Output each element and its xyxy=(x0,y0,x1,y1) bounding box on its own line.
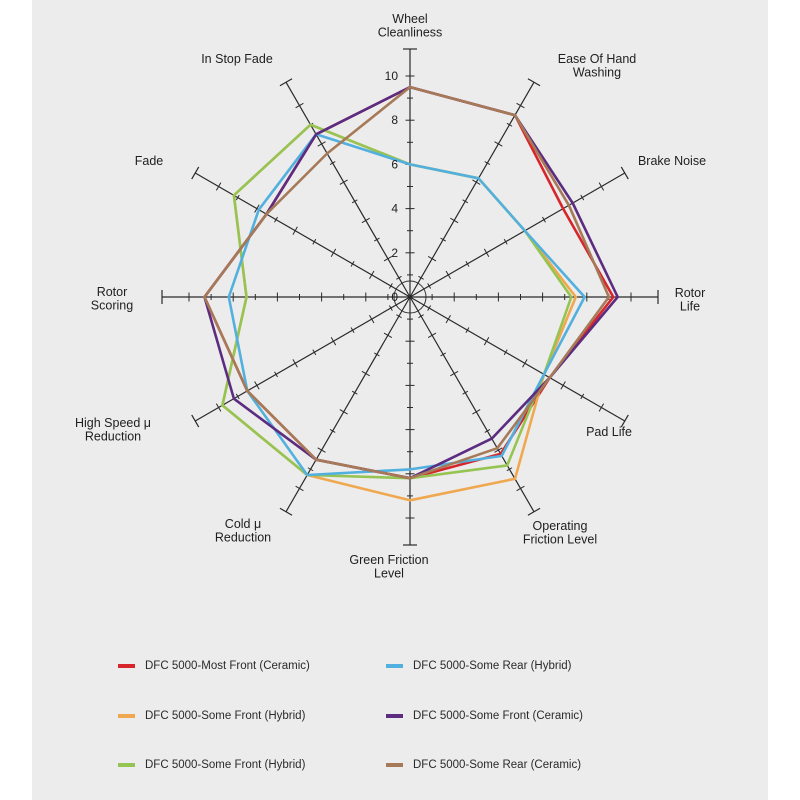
axis-tick xyxy=(331,337,336,345)
axis-end-cap xyxy=(192,167,199,179)
axis-label: Reduction xyxy=(84,429,142,444)
axis-tick xyxy=(484,249,489,257)
axis-tick xyxy=(216,404,221,412)
axis-tick xyxy=(318,448,326,453)
axis-tick xyxy=(428,256,436,261)
axis-tick xyxy=(293,227,298,235)
series-line xyxy=(205,87,609,478)
legend-label: DFC 5000-Some Front (Hybrid) xyxy=(145,759,306,771)
axis-line xyxy=(410,297,625,421)
legend-swatch xyxy=(386,664,403,668)
axis-end-cap xyxy=(528,79,540,86)
legend-label: DFC 5000-Most Front (Ceramic) xyxy=(145,660,310,672)
legend-item xyxy=(386,755,581,775)
axis-line xyxy=(195,173,410,297)
axis-tick xyxy=(340,410,348,415)
axis-tick xyxy=(484,337,489,345)
axis-label: Fade xyxy=(134,154,164,168)
axis-tick xyxy=(369,315,374,323)
legend-item xyxy=(118,755,305,775)
legend-item xyxy=(118,706,305,726)
legend-label: DFC 5000-Some Front (Ceramic) xyxy=(413,710,583,722)
axis-label: Operating xyxy=(532,519,588,533)
axis-tick xyxy=(450,218,458,223)
axis-label: High Speed μ xyxy=(74,416,152,430)
axis-end-cap xyxy=(280,508,292,515)
axis-tick xyxy=(599,404,604,412)
axis-tick xyxy=(561,382,566,390)
axis-tick xyxy=(293,359,298,367)
legend-label: DFC 5000-Some Front (Hybrid) xyxy=(145,710,306,722)
legend-swatch xyxy=(386,763,403,767)
legend-item xyxy=(386,706,583,726)
axis-tick xyxy=(216,183,221,191)
axis-end-cap xyxy=(621,167,628,179)
tick-label: 10 xyxy=(384,69,398,83)
axis-label: Life xyxy=(679,299,701,314)
axis-tick xyxy=(369,271,374,279)
axis-label: Brake Noise xyxy=(637,154,707,168)
axis-tick xyxy=(495,142,503,147)
axis-end-cap xyxy=(280,79,292,86)
axis-label: Reduction xyxy=(214,530,272,545)
series-line xyxy=(205,87,614,478)
axis-tick xyxy=(446,315,451,323)
axis-end-cap xyxy=(528,508,540,515)
axis-tick xyxy=(331,249,336,257)
tick-label: 0 xyxy=(391,290,398,304)
axis-tick xyxy=(472,410,480,415)
axis-label: Rotor xyxy=(96,285,128,299)
axis-tick xyxy=(340,180,348,185)
tick-label: 4 xyxy=(391,201,398,216)
tick-label: 2 xyxy=(391,245,398,260)
axis-label: Friction Level xyxy=(522,532,598,547)
axis-tick xyxy=(450,371,458,376)
axis-tick xyxy=(517,486,525,491)
legend-label: DFC 5000-Some Rear (Ceramic) xyxy=(413,759,582,771)
chart-legend xyxy=(118,652,678,782)
axis-tick xyxy=(446,271,451,279)
axis-label: In Stop Fade xyxy=(201,52,273,66)
axis-tick xyxy=(362,218,370,223)
axis-tick xyxy=(255,382,260,390)
legend-item xyxy=(118,656,310,676)
legend-swatch xyxy=(118,714,135,718)
series-line xyxy=(222,125,575,501)
legend-label: DFC 5000-Some Rear (Hybrid) xyxy=(413,660,572,672)
tick-label: 8 xyxy=(391,113,398,128)
axis-tick xyxy=(517,103,525,108)
tick-label: 6 xyxy=(391,157,398,172)
axis-label: Rotor xyxy=(674,286,706,300)
legend-swatch xyxy=(386,714,403,718)
axis-label: Washing xyxy=(572,65,622,80)
axis-label: Scoring xyxy=(90,298,134,313)
axis-label: Cold μ xyxy=(224,517,262,531)
axis-line xyxy=(410,173,625,297)
axis-label: Wheel xyxy=(392,12,428,26)
axis-tick xyxy=(384,333,392,338)
legend-swatch xyxy=(118,763,135,767)
axis-tick xyxy=(296,103,304,108)
axis-tick xyxy=(362,371,370,376)
axis-label: Ease Of Hand xyxy=(557,52,637,66)
axis-tick xyxy=(318,142,326,147)
axis-end-cap xyxy=(192,415,199,427)
legend-swatch xyxy=(118,664,135,668)
axis-tick xyxy=(523,359,528,367)
chart-series-layer xyxy=(205,87,618,500)
axis-tick xyxy=(599,183,604,191)
axis-tick xyxy=(296,486,304,491)
axis-tick xyxy=(428,333,436,338)
legend-item xyxy=(386,656,572,676)
axis-label: Level xyxy=(374,566,404,581)
axis-label: Pad Life xyxy=(586,425,632,439)
axis-label: Cleanliness xyxy=(377,25,443,40)
axis-line xyxy=(286,297,410,512)
axis-line xyxy=(195,297,410,421)
axis-label: Green Friction xyxy=(349,553,429,567)
